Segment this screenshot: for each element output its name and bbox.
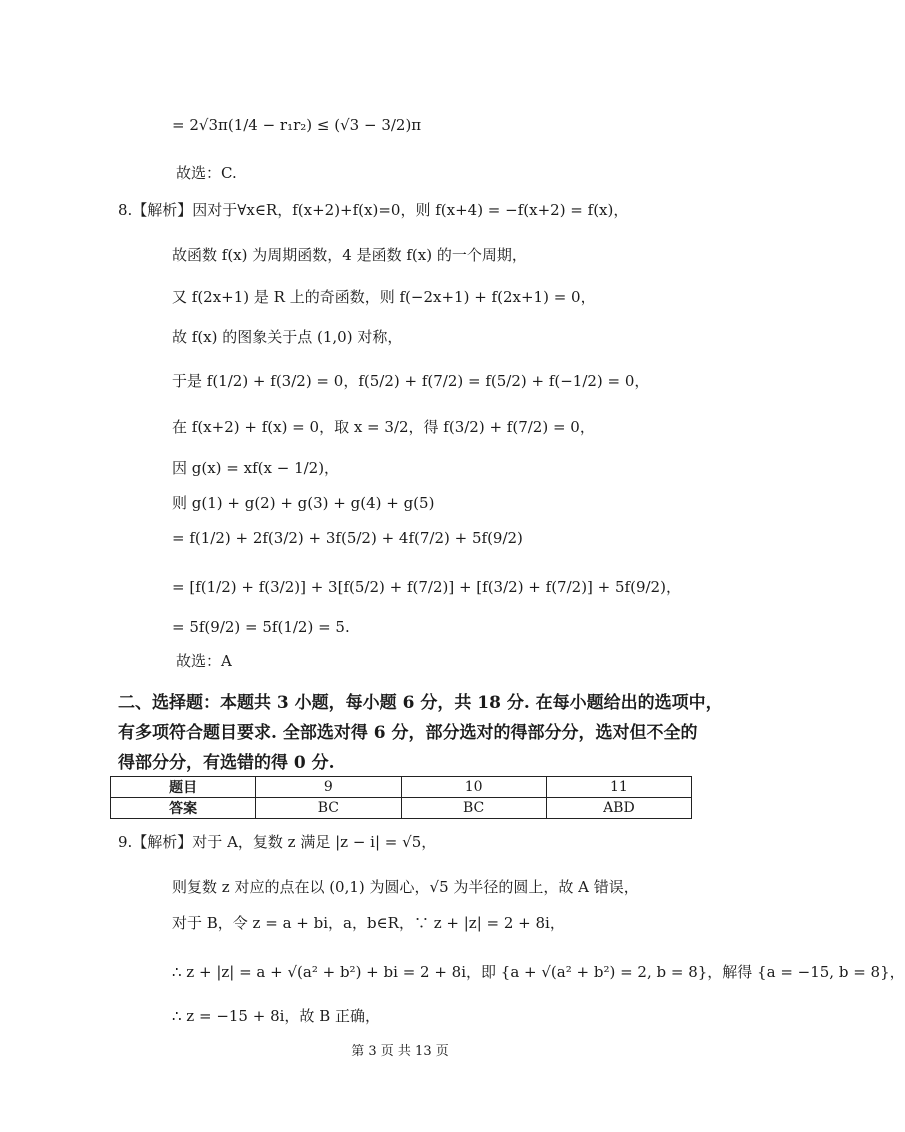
table-question-cell: 10 xyxy=(401,777,546,798)
q8-line-sums: 于是 f(1/2) + f(3/2) = 0，f(5/2) + f(7/2) = f(5/2) + f(−1/2) = 0， xyxy=(172,372,650,390)
section-heading-2: 有多项符合题目要求. 全部选对得 6 分，部分选对的得部分分，选对但不全的 xyxy=(118,723,698,743)
q8-line-odd-function: 又 f(2x+1) 是 R 上的奇函数，则 f(−2x+1) + f(2x+1) = 0， xyxy=(172,288,596,306)
section-heading-1: 二、选择题：本题共 3 小题，每小题 6 分，共 18 分. 在每小题给出的选项中， xyxy=(118,693,723,713)
table-answer-cell: BC xyxy=(256,798,401,819)
q8-line-expand: = f(1/2) + 2f(3/2) + 3f(5/2) + 4f(7/2) + 5f(9/2) xyxy=(172,529,523,547)
table-question-cell: 11 xyxy=(546,777,691,798)
table-answer-cell: ABD xyxy=(546,798,691,819)
q8-line-group: = [f(1/2) + f(3/2)] + 3[f(5/2) + f(7/2)] + [f(3/2) + f(7/2)] + 5f(9/2)， xyxy=(172,578,681,596)
question-9-analysis: 9.【解析】对于 A，复数 z 满足 |z − i| = √5， xyxy=(118,833,437,851)
answer-table xyxy=(110,776,692,819)
answer-choice-a: 故选：A xyxy=(176,652,232,670)
q9-line-system: ∴ z + |z| = a + √(a² + b²) + bi = 2 + 8i，即 {a + √(a² + b²) = 2, b = 8}，解得 {a = −15, b = 8}， xyxy=(172,963,905,981)
table-question-cell: 9 xyxy=(256,777,401,798)
q8-line-g-def: 因 g(x) = xf(x − 1/2)， xyxy=(172,459,340,477)
section-heading-3: 得部分分，有选错的得 0 分. xyxy=(118,753,335,773)
answer-choice-c: 故选：C. xyxy=(176,164,237,182)
table-header-label: 题目 xyxy=(111,777,256,798)
page-footer: 第 3 页 共 13 页 xyxy=(351,1044,449,1059)
table-answer-label: 答案 xyxy=(111,798,256,819)
q9-line-circle: 则复数 z 对应的点在以 (0,1) 为圆心，√5 为半径的圆上，故 A 错误， xyxy=(172,878,639,896)
table-row xyxy=(111,798,692,819)
table-answer-cell: BC xyxy=(401,798,546,819)
q9-line-conclusion: ∴ z = −15 + 8i，故 B 正确， xyxy=(172,1007,380,1025)
table-row xyxy=(111,777,692,798)
formula-line-1: = 2√3π(1/4 − r₁r₂) ≤ (√3 − 3/2)π xyxy=(172,116,422,134)
q8-line-symmetry: 故 f(x) 的图象关于点 (1,0) 对称， xyxy=(172,328,403,346)
q8-line-g-sum: 则 g(1) + g(2) + g(3) + g(4) + g(5) xyxy=(172,494,435,512)
q8-line-substitute: 在 f(x+2) + f(x) = 0，取 x = 3/2，得 f(3/2) + f(7/2) = 0， xyxy=(172,418,595,436)
q9-line-option-b: 对于 B，令 z = a + bi，a，b∈R，∵ z + |z| = 2 + 8i， xyxy=(172,914,565,932)
q8-line-result: = 5f(9/2) = 5f(1/2) = 5. xyxy=(172,618,350,636)
q8-line-periodic: 故函数 f(x) 为周期函数，4 是函数 f(x) 的一个周期， xyxy=(172,246,527,264)
question-8-analysis: 8.【解析】因对于∀x∈R，f(x+2)+f(x)=0，则 f(x+4) = −f(x+2) = f(x)， xyxy=(118,201,629,219)
